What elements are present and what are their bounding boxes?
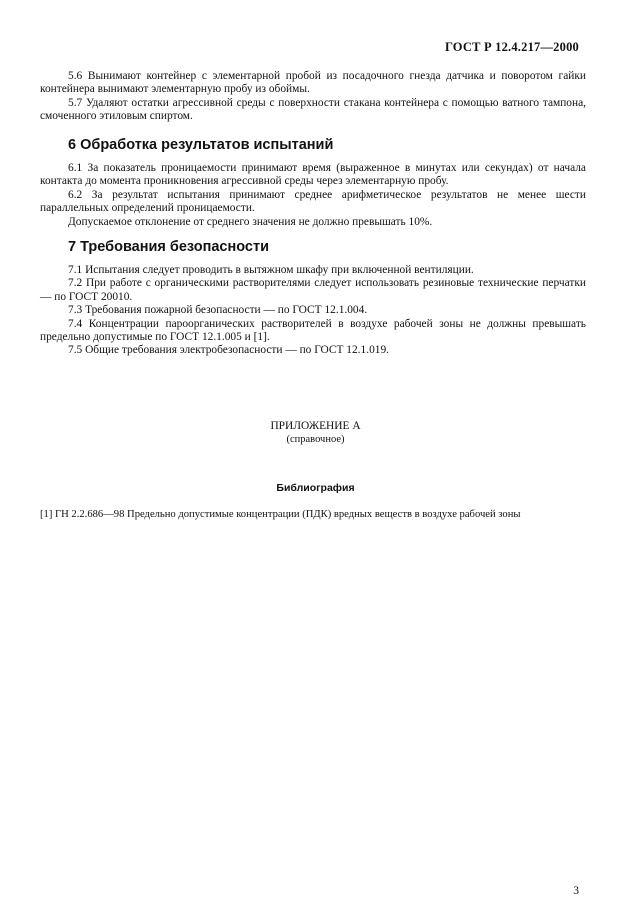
document-code-header: ГОСТ Р 12.4.217—2000 bbox=[444, 40, 579, 54]
bibliography-title: Библиография bbox=[276, 482, 355, 494]
paragraph-7-4: 7.4 Концентрации пароорганических растворителей в воздухе рабочей зоны не должны превышать предельно допустимые по ГОСТ 12.1.005 и [1]. bbox=[40, 317, 586, 344]
section-6-heading: 6 Обработка результатов испытаний bbox=[68, 137, 334, 153]
appendix-subtitle: (справочное) bbox=[286, 434, 345, 445]
bibliography-entry: [1] ГН 2.2.686—98 Предельно допустимые концентрации (ПДК) вредных веществ в воздухе рабочей зоны bbox=[40, 509, 521, 520]
section-7-heading: 7 Требования безопасности bbox=[68, 239, 270, 255]
section-6-body bbox=[40, 162, 586, 229]
paragraph-6-2: 6.2 За результат испытания принимают среднее арифметическое результатов не менее шести параллельных определений проницаемости. bbox=[40, 188, 586, 215]
paragraph-7-1: 7.1 Испытания следует проводить в вытяжном шкафу при включенной вентиляции. bbox=[68, 264, 474, 276]
paragraph-5-7: 5.7 Удаляют остатки агрессивной среды с поверхности стакана контейнера с помощью ватного тампона, смоченного этиловым спиртом. bbox=[40, 96, 586, 123]
paragraph-7-3: 7.3 Требования пожарной безопасности — по ГОСТ 12.1.004. bbox=[68, 304, 368, 317]
paragraph-6-tolerance: Допускаемое отклонение от среднего значения не должно превышать 10%. bbox=[68, 215, 433, 228]
paragraph-7-5: 7.5 Общие требования электробезопасности — по ГОСТ 12.1.019. bbox=[68, 344, 390, 357]
section-5-continuation bbox=[40, 70, 586, 124]
appendix-title: ПРИЛОЖЕНИЕ А bbox=[270, 420, 361, 432]
page-number: 3 bbox=[573, 885, 579, 897]
section-7-body bbox=[40, 264, 586, 358]
paragraph-5-6: 5.6 Вынимают контейнер с элементарной пробой из посадочного гнезда датчика и поворотом гайки контейнера вынимают элементарную пробу из обоймы. bbox=[40, 70, 586, 96]
paragraph-6-1: 6.1 За показатель проницаемости принимают время (выраженное в минутах или секундах) от начала контакта до момента проникновения агрессивной среды через элементарную пробу. bbox=[40, 162, 586, 188]
paragraph-7-2: 7.2 При работе с органическими растворителями следует использовать резиновые технические перчатки — по ГОСТ 20010. bbox=[40, 277, 586, 303]
